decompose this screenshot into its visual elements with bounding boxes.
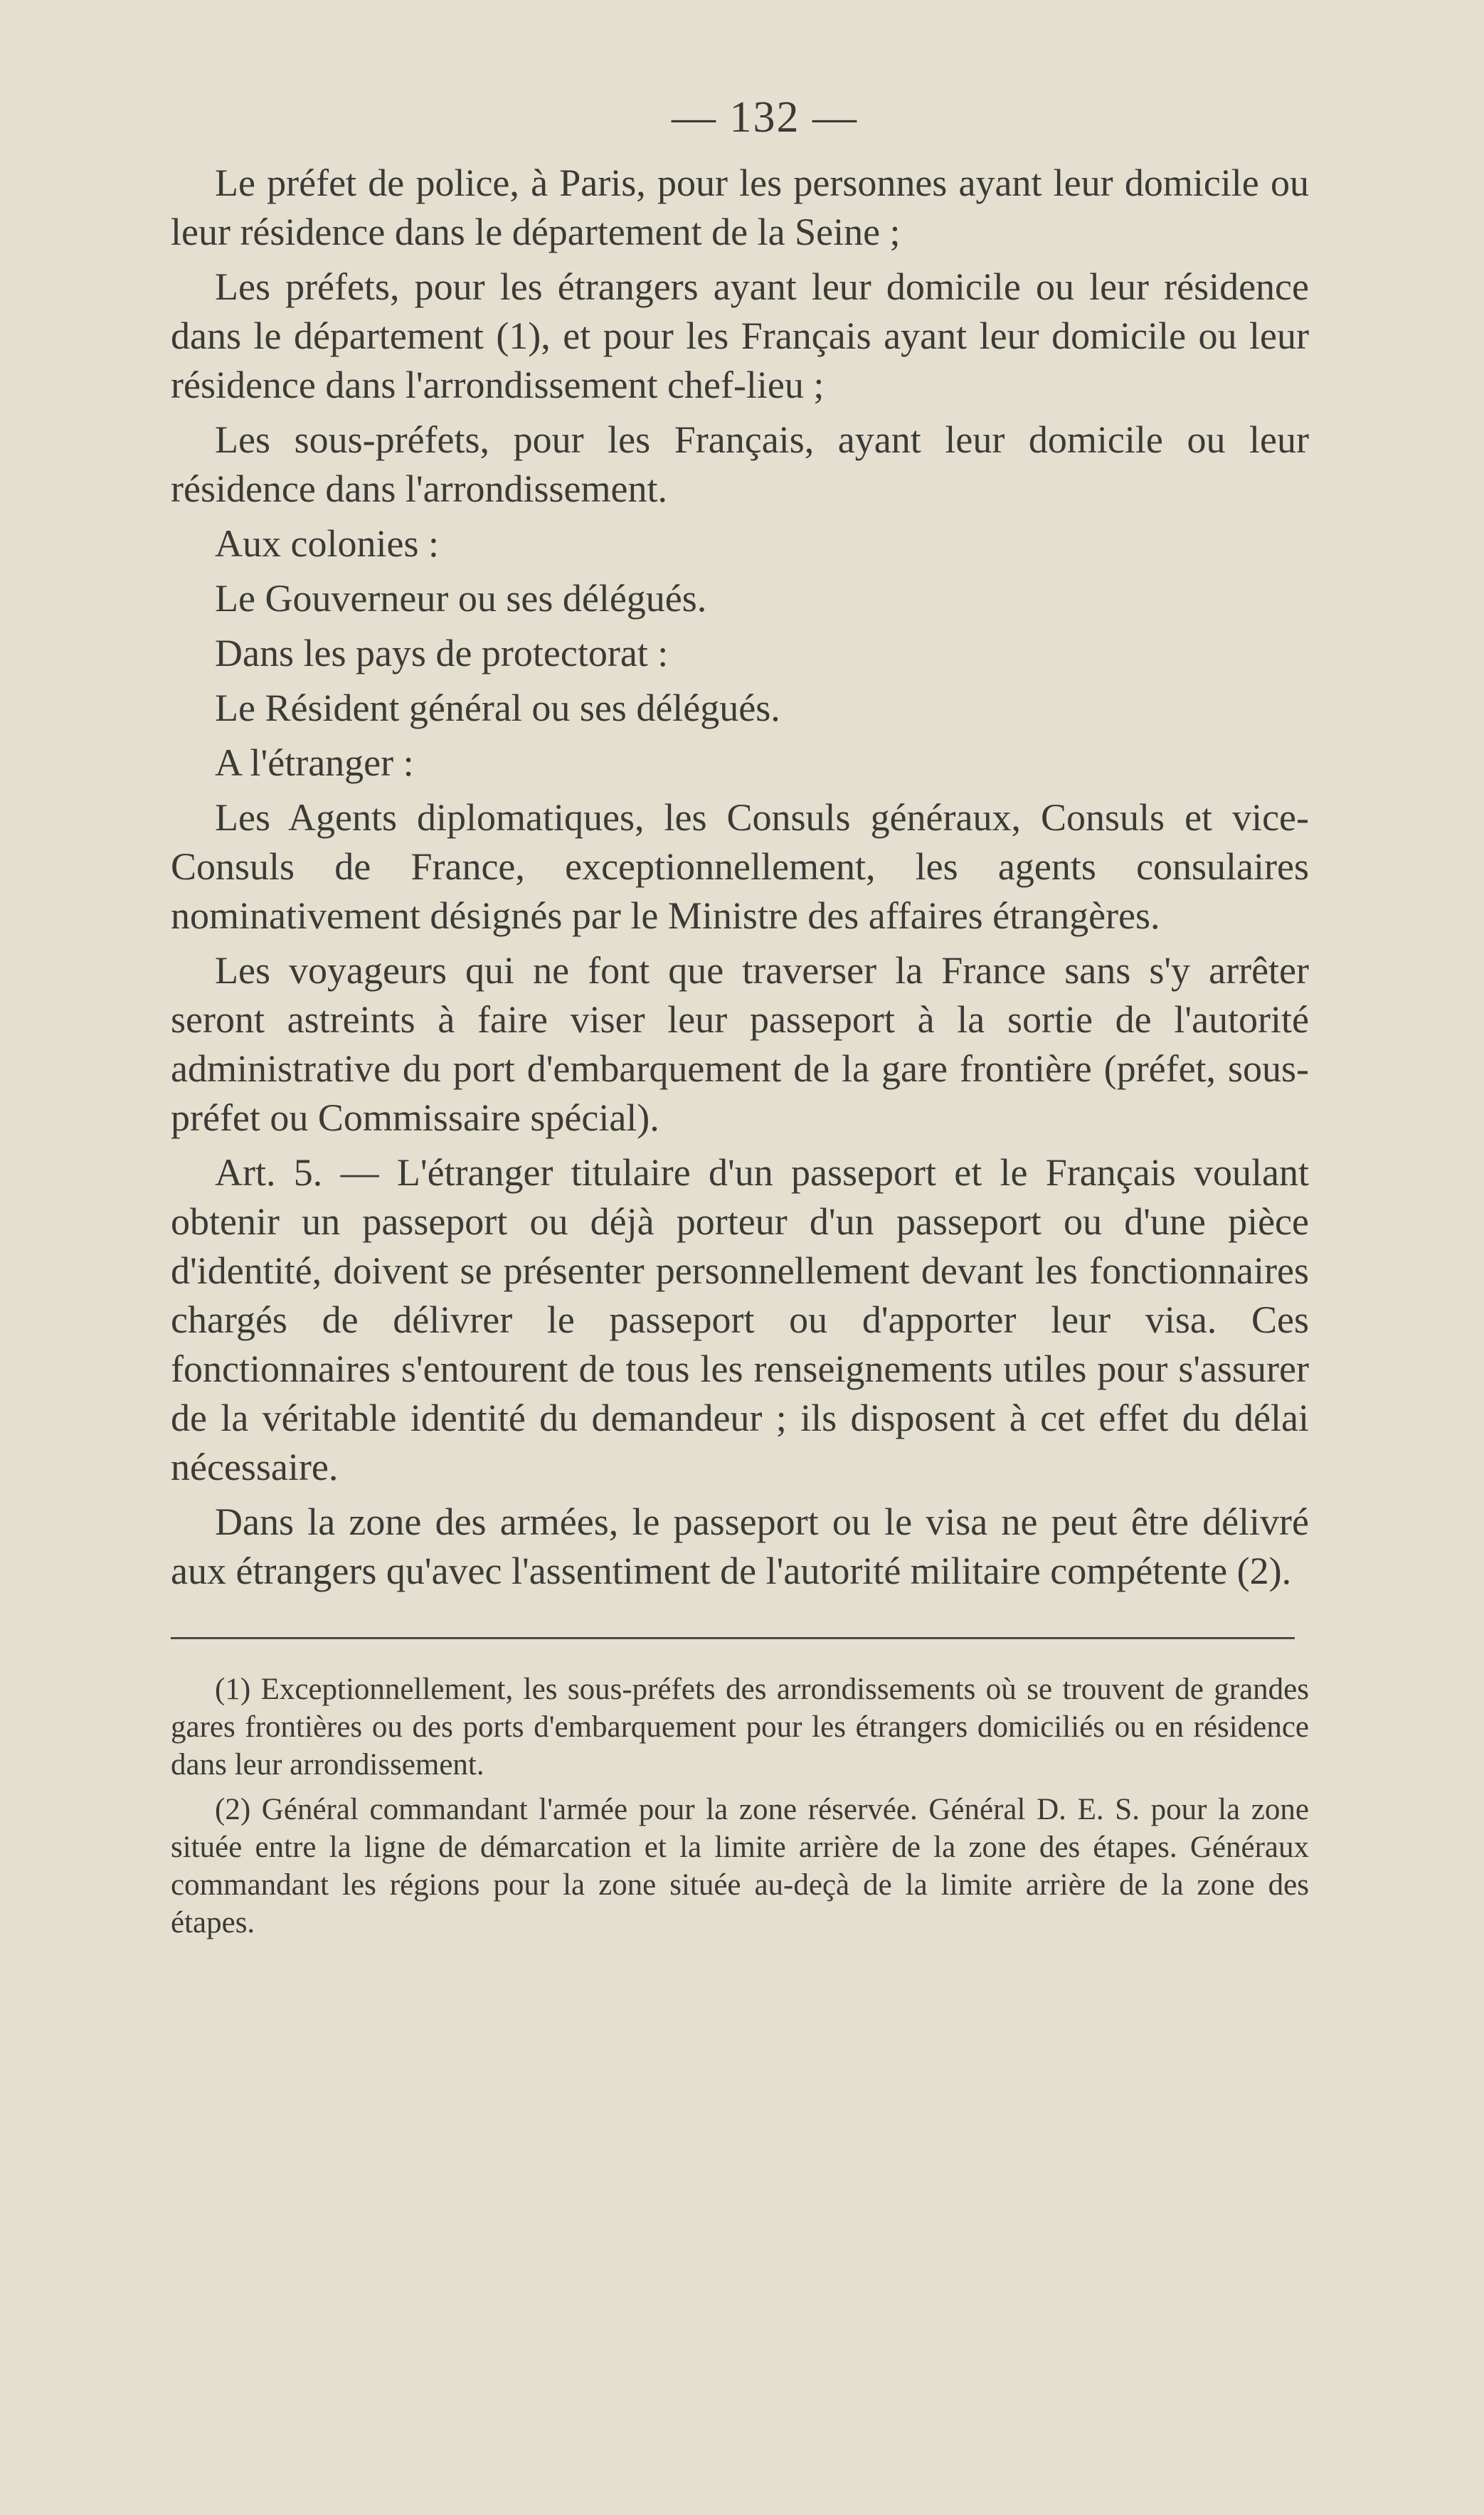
paragraph-gouverneur: Le Gouverneur ou ses délégués. (215, 577, 707, 620)
paragraph-prefet-police: Le préfet de police, à Paris, pour les personnes ayant leur domicile ou leur résidence dans le département de la Seine ; (171, 162, 1309, 253)
document-page (171, 92, 1309, 1949)
page-number: — 132 — (672, 93, 858, 142)
footnotes (171, 1671, 1309, 1942)
paragraph-etranger-heading: A l'étranger : (215, 741, 414, 784)
paragraph-resident: Le Résident général ou ses délégués. (215, 687, 780, 729)
paragraph-agents-diplomatiques: Les Agents diplomatiques, les Consuls généraux, Consuls et vice-Consuls de France, exceptionnellement, les agents consulaires nominativement désignés par le Ministre des affaires étrangères. (171, 796, 1309, 937)
paragraph-protectorat-heading: Dans les pays de protectorat : (215, 632, 669, 674)
paragraph-voyageurs: Les voyageurs qui ne font que traverser la France sans s'y arrêter seront astreints à faire viser leur passeport à la sortie de l'autorité administrative du port d'embarquement de la gare frontière (préfet, sous-préfet ou Commissaire spécial). (171, 949, 1309, 1139)
footnote-2: (2) Général commandant l'armée pour la zone réservée. Général D. E. S. pour la zone située entre la ligne de démarcation et la limite arrière de la zone des étapes. Généraux commandant les régions pour la zone située au-deçà de la limite arrière de la zone des étapes. (171, 1793, 1309, 1939)
paragraph-prefets: Les préfets, pour les étrangers ayant leur domicile ou leur résidence dans le département (1), et pour les Français ayant leur domicile ou leur résidence dans l'arrondissement chef-lieu ; (171, 265, 1309, 406)
footnote-separator (171, 1637, 1295, 1639)
paragraph-sous-prefets: Les sous-préfets, pour les Français, ayant leur domicile ou leur résidence dans l'arrondissement. (171, 418, 1309, 510)
body-text (171, 159, 1309, 1596)
paragraph-colonies-heading: Aux colonies : (215, 522, 439, 565)
paragraph-article-5: Art. 5. — L'étranger titulaire d'un passeport et le Français voulant obtenir un passeport ou déjà porteur d'un passeport ou d'une pièce d'identité, doivent se présenter personnellement devant les fonctionnaires chargés de délivrer le passeport ou d'apporter leur visa. Ces fonctionnaires s'entourent de tous les renseignements utiles pour s'assurer de la véritable identité du demandeur ; ils disposent à cet effet du délai nécessaire. (171, 1151, 1309, 1488)
paragraph-zone-armees: Dans la zone des armées, le passeport ou le visa ne peut être délivré aux étrangers qu'avec l'assentiment de l'autorité militaire compétente (2). (171, 1500, 1309, 1592)
footnote-1: (1) Exceptionnellement, les sous-préfets des arrondissements où se trouvent de grandes gares frontières ou des ports d'embarquement pour les étrangers domiciliés ou en résidence dans leur arrondissement. (171, 1673, 1309, 1781)
